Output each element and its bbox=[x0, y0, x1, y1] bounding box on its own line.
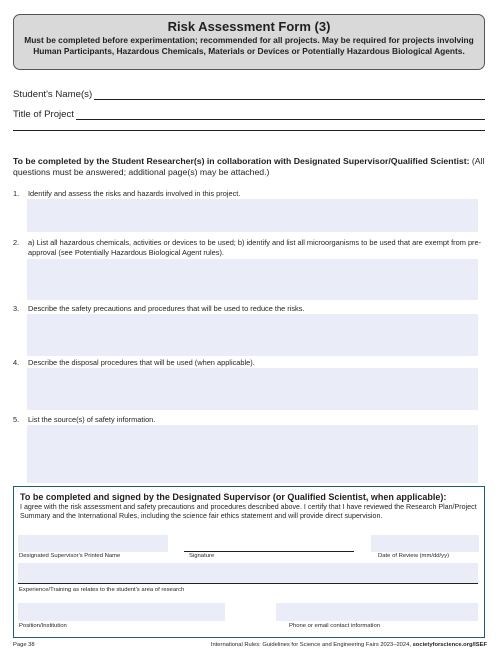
question-text: Describe the safety precautions and procedures that will be used to reduce the risks. bbox=[28, 304, 305, 313]
footer-text: International Rules: Guidelines for Science and Engineering Fairs 2023–2024, bbox=[210, 642, 413, 648]
form-header bbox=[13, 14, 485, 70]
question-number: 2. bbox=[13, 238, 20, 247]
student-section-heading-note: (All questions must be answered; additional page(s) may be attached.) bbox=[13, 156, 485, 177]
footer-citation bbox=[211, 642, 487, 648]
question-text: a) List all hazardous chemicals, activities or devices to be used; b) identify and list all microorganisms to be used that are exempt from pre-approval (see Potentially Hazardous Biological Agent rules). bbox=[28, 238, 482, 257]
student-section-heading-bold: To be completed by the Student Researcher(s) in collaboration with Designated Supervisor/Qualified Scientist: bbox=[13, 156, 470, 166]
student-section-heading bbox=[13, 156, 489, 178]
question-text: Describe the disposal procedures that will be used (when applicable). bbox=[28, 358, 255, 367]
question-number: 5. bbox=[13, 415, 20, 424]
project-title-extra-line[interactable] bbox=[13, 130, 485, 131]
contact-info-label: Phone or email contact information bbox=[289, 623, 381, 629]
supervisor-section-title: To be completed and signed by the Designated Supervisor (or Qualified Scientist, when applicable): bbox=[20, 492, 447, 502]
question-5 bbox=[13, 415, 483, 425]
answer-field-2[interactable] bbox=[27, 259, 478, 300]
question-text: List the source(s) of safety information. bbox=[28, 415, 156, 424]
project-title-row bbox=[13, 106, 485, 120]
project-title-label: Title of Project bbox=[13, 109, 74, 120]
answer-field-4[interactable] bbox=[27, 368, 478, 410]
student-name-row bbox=[13, 86, 485, 100]
date-of-review-label: Date of Review (mm/dd/yy) bbox=[378, 553, 450, 559]
position-institution-field[interactable] bbox=[18, 603, 225, 621]
question-4 bbox=[13, 358, 483, 368]
answer-field-3[interactable] bbox=[27, 314, 478, 356]
form-subtitle: Must be completed before experimentation; recommended for all projects. May be required for projects involving Human Participants, Hazardous Chemicals, Materials or Devices or Potentially Hazardous Biological Agents. bbox=[24, 35, 474, 56]
answer-field-5[interactable] bbox=[27, 425, 478, 483]
page-number: Page 38 bbox=[13, 642, 35, 648]
form-title: Risk Assessment Form (3) bbox=[167, 19, 331, 34]
student-name-field[interactable] bbox=[94, 89, 485, 100]
question-number: 3. bbox=[13, 304, 20, 313]
question-2 bbox=[13, 238, 483, 257]
question-3 bbox=[13, 304, 483, 314]
position-institution-label: Position/Institution bbox=[19, 623, 67, 629]
project-title-field[interactable] bbox=[76, 109, 485, 120]
experience-field[interactable] bbox=[18, 563, 478, 584]
question-number: 4. bbox=[13, 358, 20, 367]
signature-label: Signature bbox=[189, 553, 215, 559]
supervisor-statement: I agree with the risk assessment and safety precautions and procedures described above. I certify that I have reviewed the Research Plan/Project Summary and the International Rules, including the science fair ethics statement and will provide direct supervision. bbox=[20, 503, 477, 521]
footer-site-link[interactable]: societyforscience.org/ISEF bbox=[412, 642, 487, 648]
question-text: Identify and assess the risks and hazards involved in this project. bbox=[28, 189, 241, 198]
answer-field-1[interactable] bbox=[27, 199, 478, 232]
supervisor-printed-name-label: Designated Supervisor's Printed Name bbox=[19, 553, 121, 559]
student-name-label: Student's Name(s) bbox=[13, 89, 93, 100]
question-number: 1. bbox=[13, 189, 20, 198]
contact-info-field[interactable] bbox=[276, 603, 478, 621]
experience-label: Experience/Training as relates to the student's area of research bbox=[19, 587, 185, 593]
signature-field[interactable] bbox=[184, 551, 354, 552]
supervisor-printed-name-field[interactable] bbox=[18, 535, 168, 552]
supervisor-section bbox=[13, 486, 485, 638]
question-1 bbox=[13, 189, 483, 199]
date-of-review-field[interactable] bbox=[371, 535, 479, 552]
